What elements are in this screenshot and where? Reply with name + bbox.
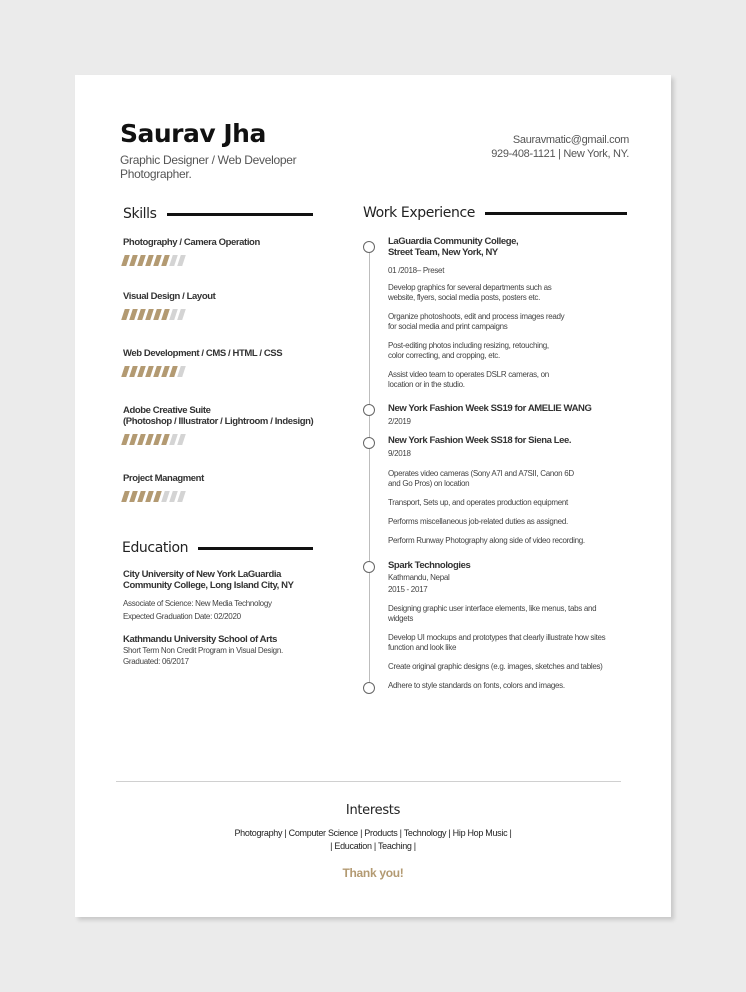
skills-heading (123, 206, 313, 222)
school-name: Kathmandu University School of Arts (123, 634, 278, 645)
job-1-bullet-1-line-1: Develop graphics for several departments such as (388, 283, 552, 292)
job-1-bullet-2-line-1: Organize photoshoots, edit and process images ready (388, 312, 565, 321)
education-heading-rule (198, 547, 313, 550)
job-2-date: 2/2019 (388, 417, 411, 426)
skill-level-empty (177, 255, 186, 266)
skill-adobe-suite (123, 405, 353, 445)
skill-web-development (123, 348, 343, 377)
interests-list-line-2: | Education | Teaching | (330, 841, 416, 851)
education-heading-text: Education (122, 540, 189, 556)
job-1-bullet-3-line-2: color correcting, and cropping, etc. (388, 351, 500, 360)
job-4-bullet-1-line-1: Designing graphic user interface elements, like menus, tabs and (388, 604, 597, 613)
job-3-bullet-4: Perform Runway Photography along side of video recording. (388, 536, 585, 545)
job-1-bullet-4-line-1: Assist video team to operates DSLR cameras, on (388, 370, 549, 379)
skill-meter (123, 366, 343, 377)
school-program: Short Term Non Credit Program in Visual Design. (123, 646, 283, 655)
skills-heading-rule (167, 213, 313, 216)
job-1-org-line-1: LaGuardia Community College, (388, 236, 519, 247)
skill-level-empty (177, 366, 186, 377)
interests-heading: Interests (345, 803, 401, 818)
timeline-marker (363, 241, 375, 253)
skills-heading-text: Skills (123, 206, 157, 222)
skill-level-empty (177, 309, 186, 320)
job-title-line-1: Graphic Designer / Web Developer (120, 153, 297, 167)
school-graduation: Graduated: 06/2017 (123, 657, 189, 666)
job-1-bullet-3-line-1: Post-editing photos including resizing, retouching, (388, 341, 549, 350)
skill-label: Adobe Creative Suite (123, 405, 211, 416)
skill-label: Photography / Camera Operation (123, 237, 260, 248)
job-1-bullet-2-line-2: for social media and print campaigns (388, 322, 508, 331)
footer-divider (116, 781, 621, 782)
job-1-bullet-4-line-2: location or in the studio. (388, 380, 465, 389)
education-entry-kathmandu (123, 634, 338, 667)
job-1-org-line-2: Street Team, New York, NY (388, 247, 498, 258)
timeline-marker (363, 682, 375, 694)
job-4-bullet-2-line-2: function and look like (388, 643, 457, 652)
job-3-date: 9/2018 (388, 449, 411, 458)
job-4-bullet-3: Create original graphic designs (e.g. images, sketches and tables) (388, 662, 603, 671)
contact-phone-location: 929-408-1121 | New York, NY. (491, 148, 629, 160)
job-1-dates: 01 /2018– Preset (388, 266, 445, 275)
job-3-bullet-3: Performs miscellaneous job-related duties as assigned. (388, 517, 568, 526)
skill-level-empty (177, 434, 186, 445)
thank-you-note: Thank you! (342, 866, 404, 880)
skill-meter (123, 255, 343, 266)
timeline-line (369, 245, 370, 687)
job-3-bullet-1-line-1: Operates video cameras (Sony A7I and A7SII, Canon 6D (388, 469, 574, 478)
job-3-title: New York Fashion Week SS18 for Siena Lee. (388, 435, 572, 446)
job-3-bullet-1-line-2: and Go Pros) on location (388, 479, 470, 488)
work-experience-heading (363, 205, 627, 221)
skill-label: Visual Design / Layout (123, 291, 216, 302)
job-1-bullet-1-line-2: website, flyers, social media posts, posters etc. (388, 293, 541, 302)
skill-label: Web Development / CMS / HTML / CSS (123, 348, 283, 359)
school-name-line-2: Community College, Long Island City, NY (123, 580, 294, 591)
job-4-bullet-1-line-2: widgets (388, 614, 414, 623)
job-4-bullet-2-line-1: Develop UI mockups and prototypes that clearly illustrate how sites (388, 633, 606, 642)
skill-meter (123, 434, 353, 445)
skill-project-management (123, 473, 343, 502)
contact-email[interactable]: Sauravmatic@gmail.com (512, 134, 629, 146)
school-name-line-1: City University of New York LaGuardia (123, 569, 282, 580)
skill-visual-design (123, 291, 343, 320)
resume-page (75, 75, 671, 917)
skill-meter (123, 491, 343, 502)
skill-label: Project Managment (123, 473, 204, 484)
skill-level-empty (177, 491, 186, 502)
job-4-location: Kathmandu, Nepal (388, 573, 450, 582)
timeline-marker (363, 404, 375, 416)
education-entry-cuny (123, 569, 338, 623)
timeline-marker (363, 437, 375, 449)
timeline-marker (363, 561, 375, 573)
school-degree: Associate of Science: New Media Technology (123, 599, 272, 608)
work-heading-rule (485, 212, 627, 215)
skill-photography (123, 237, 343, 266)
job-3-bullet-2: Transport, Sets up, and operates production equipment (388, 498, 568, 507)
school-graduation: Expected Graduation Date: 02/2020 (123, 612, 241, 621)
job-title-line-2: Photographer. (120, 167, 192, 181)
job-4-title: Spark Technologies (388, 560, 471, 571)
job-4-bullet-4: Adhere to style standards on fonts, colors and images. (388, 681, 565, 690)
skill-label-detail: (Photoshop / Illustrator / Lightroom / Indesign) (123, 416, 314, 427)
job-2-title: New York Fashion Week SS19 for AMELIE WANG (388, 403, 592, 414)
skill-meter (123, 309, 343, 320)
candidate-name: Saurav Jha (120, 119, 266, 148)
interests-list-line-1: Photography | Computer Science | Products | Technology | Hip Hop Music | (234, 828, 512, 838)
job-4-dates: 2015 - 2017 (388, 585, 428, 594)
work-heading-text: Work Experience (363, 205, 475, 221)
education-heading (122, 540, 313, 556)
